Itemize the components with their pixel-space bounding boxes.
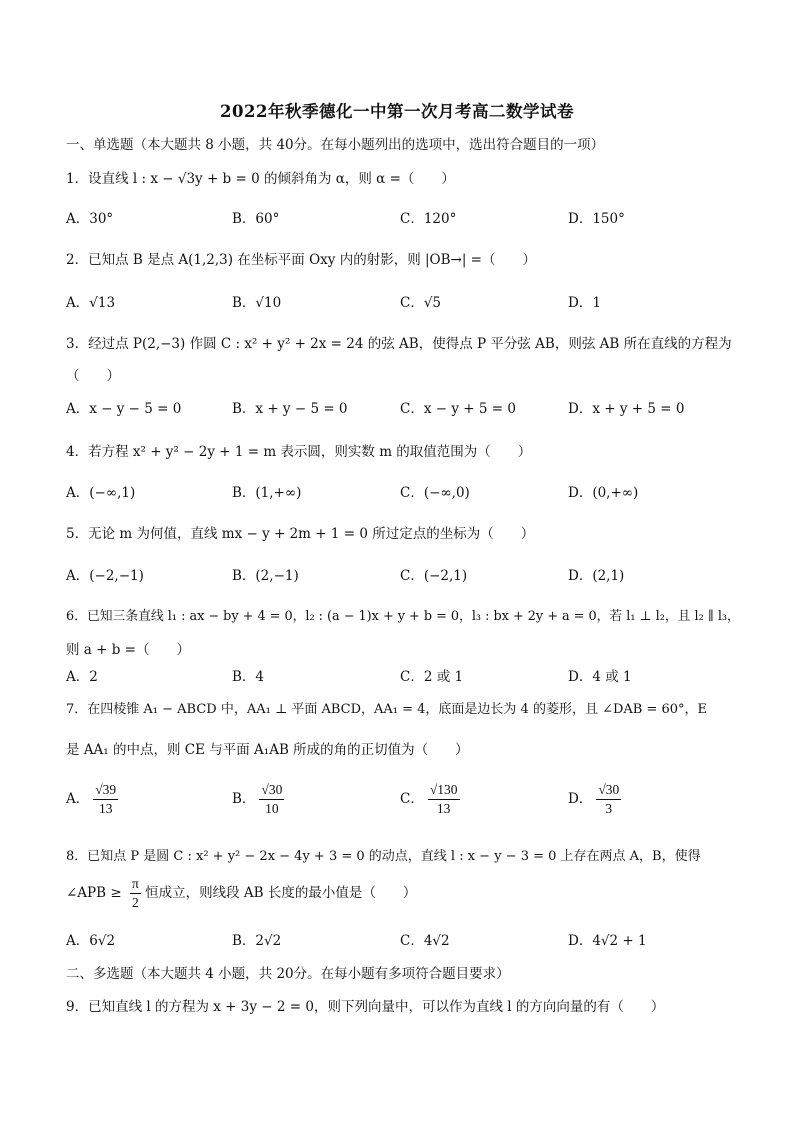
question-4-option-d[interactable]: D．(0,+∞) <box>568 485 639 501</box>
fraction-denominator: 10 <box>265 801 279 816</box>
question-8-option-b[interactable]: B．2√2 <box>232 933 282 949</box>
question-7-option-c[interactable] <box>400 782 460 817</box>
section-multiple-choice-heading: 二、多选题（本大题共 4 小题，共 20分。在每小题有多项符合题目要求） <box>66 966 510 982</box>
question-8-option-a[interactable]: A．6√2 <box>66 933 116 949</box>
question-5-option-d[interactable]: D．(2,1) <box>568 568 625 584</box>
question-3-stem: 3．经过点 P(2,−3) 作圆 C : x² + y² + 2x = 24 的弦 AB，使得点 P 平分弦 AB，则弦 AB 所在直线的方程为 <box>66 336 732 352</box>
option-label: A． <box>66 791 90 807</box>
question-2-option-a[interactable]: A．√13 <box>66 295 116 311</box>
fraction-numerator: √130 <box>428 782 460 800</box>
fraction <box>596 782 621 817</box>
question-3-stem-continued: （ ） <box>66 368 120 384</box>
question-8-option-c[interactable]: C．4√2 <box>400 933 450 949</box>
fraction-denominator: 13 <box>436 801 451 816</box>
question-7-option-a[interactable] <box>66 782 118 817</box>
option-label: C． <box>400 791 424 807</box>
pi-over-2-fraction <box>130 876 141 911</box>
question-3-option-d[interactable]: D．x + y + 5 = 0 <box>568 401 685 417</box>
fraction-denominator: 2 <box>132 895 139 910</box>
question-5-option-c[interactable]: C．(−2,1) <box>400 568 468 584</box>
fraction-numerator: √39 <box>93 782 118 800</box>
question-7-stem-continued: 是 AA₁ 的中点，则 CE 与平面 A₁AB 所成的角的正切值为（ ） <box>66 742 469 758</box>
option-label: D． <box>568 791 593 807</box>
question-3-option-a[interactable]: A．x − y − 5 = 0 <box>66 401 182 417</box>
question-2-option-c[interactable]: C．√5 <box>400 295 442 311</box>
question-4-option-c[interactable]: C．(−∞,0) <box>400 485 470 501</box>
exam-title: 2022年秋季德化一中第一次月考高二数学试卷 <box>220 102 574 121</box>
question-6-option-b[interactable]: B．4 <box>232 669 265 685</box>
fraction <box>259 782 284 817</box>
question-8-option-d[interactable]: D．4√2 + 1 <box>568 933 647 949</box>
section-single-choice-heading: 一、单选题（本大题共 8 小题，共 40分。在每小题列出的选项中，选出符合题目的一项） <box>66 137 605 153</box>
question-6-stem-continued: 则 a + b =（ ） <box>66 642 190 658</box>
fraction-denominator: 13 <box>98 801 113 816</box>
angle-condition: ∠APB ≥ <box>66 885 122 901</box>
question-2-stem: 2．已知点 B 是点 A(1,2,3) 在坐标平面 Oxy 内的射影，则 |OB→| =（ ） <box>66 252 536 268</box>
question-6-option-a[interactable]: A．2 <box>66 669 98 685</box>
fraction-numerator: π <box>130 876 141 894</box>
fraction <box>428 782 460 817</box>
question-2-option-d[interactable]: D．1 <box>568 295 601 311</box>
question-8-stem: 8．已知点 P 是圆 C : x² + y² − 2x − 4y + 3 = 0 的动点，直线 l : x − y − 3 = 0 上存在两点 A，B，使得 <box>66 849 701 864</box>
question-8-stem-continued <box>66 876 416 911</box>
question-9-stem: 9．已知直线 l 的方程为 x + 3y − 2 = 0，则下列向量中，可以作为直线 l 的方向向量的有（ ） <box>66 999 665 1015</box>
question-6-option-d[interactable]: D．4 或 1 <box>568 669 632 685</box>
question-7-option-d[interactable] <box>568 782 621 817</box>
question-4-stem: 4．若方程 x² + y² − 2y + 1 = m 表示圆，则实数 m 的取值范围为（ ） <box>66 444 532 460</box>
option-label: B． <box>232 791 256 807</box>
question-7-option-b[interactable] <box>232 782 284 817</box>
question-6-stem: 6．已知三条直线 l₁ : ax − by + 4 = 0，l₂ : (a − 1)x + y + b = 0，l₃ : bx + 2y + a = 0，若 l₁ ⊥ l₂，且 l₂ ∥ l₃， <box>66 609 740 624</box>
question-4-option-a[interactable]: A．(−∞,1) <box>66 485 136 501</box>
question-5-option-a[interactable]: A．(−2,−1) <box>66 568 144 584</box>
question-3-option-c[interactable]: C．x − y + 5 = 0 <box>400 401 516 417</box>
fraction-numerator: √30 <box>259 782 284 800</box>
fraction <box>93 782 118 817</box>
question-1-option-a[interactable]: A．30° <box>66 211 114 227</box>
question-7-stem: 7．在四棱锥 A₁ − ABCD 中，AA₁ ⊥ 平面 ABCD，AA₁ = 4，底面是边长为 4 的菱形，且 ∠DAB = 60°，E <box>66 702 708 717</box>
question-8-stem-tail: 恒成立，则线段 AB 长度的最小值是（ ） <box>145 885 417 901</box>
fraction-numerator: √30 <box>596 782 621 800</box>
fraction-denominator: 3 <box>605 801 613 816</box>
question-2-option-b[interactable]: B．√10 <box>232 295 282 311</box>
question-6-option-c[interactable]: C．2 或 1 <box>400 669 464 685</box>
question-1-option-d[interactable]: D．150° <box>568 211 625 227</box>
question-1-stem: 1．设直线 l : x − √3y + b = 0 的倾斜角为 α，则 α =（ ） <box>66 171 455 187</box>
question-4-option-b[interactable]: B．(1,+∞) <box>232 485 302 501</box>
question-5-option-b[interactable]: B．(2,−1) <box>232 568 299 584</box>
question-1-option-c[interactable]: C．120° <box>400 211 457 227</box>
question-3-option-b[interactable]: B．x + y − 5 = 0 <box>232 401 348 417</box>
question-5-stem: 5．无论 m 为何值，直线 mx − y + 2m + 1 = 0 所过定点的坐标为（ ） <box>66 526 535 542</box>
question-1-option-b[interactable]: B．60° <box>232 211 280 227</box>
